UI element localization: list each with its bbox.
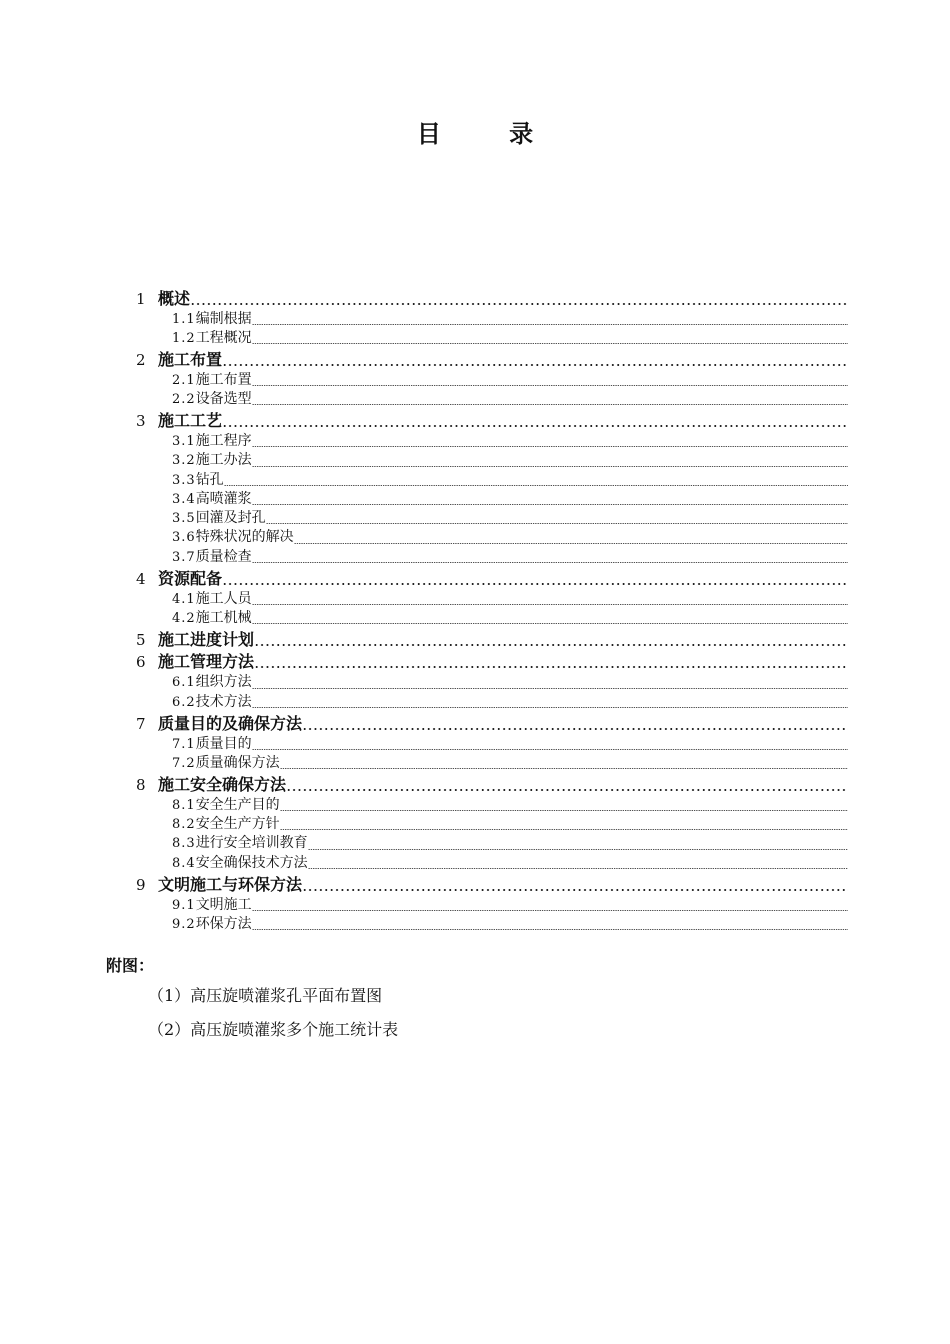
toc-subsection-entry[interactable] bbox=[0, 471, 950, 490]
toc-dot-leader bbox=[308, 834, 848, 853]
toc-subsection-title: 组织方法 bbox=[195, 674, 252, 691]
toc-section-number: 6 bbox=[136, 653, 146, 672]
toc-subsection-number: 3.1 bbox=[172, 433, 196, 449]
toc-subsection-title: 施工布置 bbox=[195, 371, 252, 388]
toc-section-title: 施工布置 bbox=[158, 349, 223, 369]
toc-subsection-entry[interactable] bbox=[0, 528, 950, 547]
toc-section-number: 7 bbox=[136, 714, 146, 733]
toc-section-number: 5 bbox=[136, 630, 146, 649]
toc-subsection-entry[interactable] bbox=[0, 796, 950, 815]
page-title: 目 录 bbox=[416, 119, 564, 148]
toc-subsection-number: 9.2 bbox=[172, 916, 196, 932]
toc-section-title: 施工工艺 bbox=[158, 410, 223, 430]
toc-subsection-entry[interactable] bbox=[0, 915, 950, 934]
toc-subsection-entry[interactable] bbox=[0, 754, 950, 773]
toc-subsection-entry[interactable] bbox=[0, 371, 950, 390]
toc-dot-leader bbox=[252, 371, 848, 390]
toc-section-number: 4 bbox=[136, 569, 146, 588]
toc-subsection-entry[interactable] bbox=[0, 834, 950, 853]
toc-subsection-entry[interactable] bbox=[0, 432, 950, 451]
toc-subsection-entry[interactable] bbox=[0, 390, 950, 409]
toc-subsection-entry[interactable] bbox=[0, 490, 950, 509]
toc-subsection-title: 设备选型 bbox=[195, 391, 252, 408]
toc-section-entry[interactable] bbox=[0, 288, 950, 310]
toc-dot-leader bbox=[280, 796, 848, 815]
toc-dot-leader bbox=[252, 490, 848, 509]
toc-subsection-entry[interactable] bbox=[0, 815, 950, 834]
toc-dot-leader bbox=[222, 410, 848, 432]
toc-subsection-title: 特殊状况的解决 bbox=[195, 529, 294, 546]
toc-subsection-entry[interactable] bbox=[0, 509, 950, 528]
toc-dot-leader bbox=[252, 432, 848, 451]
toc-section-number: 3 bbox=[136, 411, 146, 430]
toc-dot-leader bbox=[266, 509, 848, 528]
toc-subsection-entry[interactable] bbox=[0, 451, 950, 470]
toc-dot-leader bbox=[252, 451, 848, 470]
toc-subsection-title: 技术方法 bbox=[195, 693, 252, 710]
toc-dot-leader bbox=[254, 651, 848, 673]
toc-dot-leader bbox=[294, 528, 848, 547]
toc-subsection-number: 6.1 bbox=[172, 675, 196, 691]
toc-subsection-entry[interactable] bbox=[0, 548, 950, 567]
toc-dot-leader bbox=[308, 854, 848, 873]
toc-subsection-title: 环保方法 bbox=[195, 915, 252, 932]
appendix-item: （1）高压旋喷灌浆孔平面布置图 bbox=[148, 986, 383, 1005]
toc-dot-leader bbox=[252, 310, 848, 329]
toc-subsection-title: 施工程序 bbox=[195, 432, 252, 449]
toc-subsection-number: 3.5 bbox=[172, 511, 196, 527]
toc-subsection-number: 7.1 bbox=[172, 736, 196, 752]
toc-dot-leader bbox=[252, 735, 848, 754]
toc-subsection-entry[interactable] bbox=[0, 590, 950, 609]
toc-dot-leader bbox=[302, 713, 848, 735]
appendix-title: 附图： bbox=[106, 956, 155, 975]
toc-subsection-entry[interactable] bbox=[0, 896, 950, 915]
toc-section-title: 施工管理方法 bbox=[158, 652, 255, 672]
toc-section-title: 施工进度计划 bbox=[158, 629, 255, 649]
toc-subsection-number: 8.2 bbox=[172, 817, 196, 833]
toc-dot-leader bbox=[252, 390, 848, 409]
toc-subsection-number: 4.1 bbox=[172, 591, 196, 607]
toc-subsection-entry[interactable] bbox=[0, 693, 950, 712]
toc-section-entry[interactable] bbox=[0, 713, 950, 735]
toc-subsection-title: 施工办法 bbox=[195, 452, 252, 469]
toc-subsection-title: 安全生产目的 bbox=[195, 796, 280, 813]
toc-subsection-number: 3.3 bbox=[172, 472, 196, 488]
toc-section-entry[interactable] bbox=[0, 774, 950, 796]
toc-dot-leader bbox=[252, 609, 848, 628]
toc-subsection-title: 安全确保技术方法 bbox=[195, 854, 308, 871]
toc-dot-leader bbox=[252, 590, 848, 609]
toc-subsection-number: 2.1 bbox=[172, 372, 196, 388]
toc-subsection-entry[interactable] bbox=[0, 609, 950, 628]
toc-dot-leader bbox=[252, 693, 848, 712]
toc-section-entry[interactable] bbox=[0, 874, 950, 896]
toc-subsection-number: 3.2 bbox=[172, 453, 196, 469]
toc-subsection-title: 文明施工 bbox=[195, 896, 252, 913]
toc-subsection-number: 4.2 bbox=[172, 610, 196, 626]
toc-subsection-number: 3.4 bbox=[172, 491, 196, 507]
toc-subsection-number: 8.1 bbox=[172, 797, 196, 813]
toc-subsection-number: 6.2 bbox=[172, 694, 196, 710]
toc-subsection-title: 质量确保方法 bbox=[195, 754, 280, 771]
toc-dot-leader bbox=[252, 915, 848, 934]
toc-dot-leader bbox=[252, 329, 848, 348]
toc-subsection-title: 回灌及封孔 bbox=[195, 510, 266, 527]
toc-dot-leader bbox=[254, 629, 848, 651]
toc-dot-leader bbox=[286, 774, 848, 796]
toc-subsection-entry[interactable] bbox=[0, 673, 950, 692]
appendix-section bbox=[0, 953, 950, 1047]
toc-dot-leader bbox=[280, 754, 848, 773]
toc-section-number: 8 bbox=[136, 775, 146, 794]
toc-section-number: 1 bbox=[136, 289, 146, 308]
toc-subsection-title: 施工人员 bbox=[195, 590, 252, 607]
toc-section-title: 质量目的及确保方法 bbox=[158, 713, 303, 733]
toc-section-title: 文明施工与环保方法 bbox=[158, 874, 303, 894]
toc-dot-leader bbox=[222, 568, 848, 590]
toc-dot-leader bbox=[280, 815, 848, 834]
toc-dot-leader bbox=[252, 896, 848, 915]
toc-section-entry[interactable] bbox=[0, 651, 950, 673]
toc-section-title: 概述 bbox=[158, 288, 191, 308]
toc-section-title: 资源配备 bbox=[158, 568, 223, 588]
toc-subsection-title: 进行安全培训教育 bbox=[195, 835, 308, 852]
toc-subsection-title: 高喷灌浆 bbox=[195, 490, 252, 507]
toc-dot-leader bbox=[224, 471, 848, 490]
toc-section-entry[interactable] bbox=[0, 629, 950, 651]
toc-subsection-number: 8.3 bbox=[172, 836, 196, 852]
appendix-item: （2）高压旋喷灌浆多个施工统计表 bbox=[148, 1020, 399, 1039]
toc-section-number: 9 bbox=[136, 875, 146, 894]
toc-subsection-title: 工程概况 bbox=[195, 329, 252, 346]
toc-subsection-title: 质量检查 bbox=[195, 548, 252, 565]
toc-dot-leader bbox=[190, 288, 848, 310]
toc-section-number: 2 bbox=[136, 350, 146, 369]
toc-subsection-number: 9.1 bbox=[172, 897, 196, 913]
toc-section-entry[interactable] bbox=[0, 410, 950, 432]
toc-dot-leader bbox=[302, 874, 848, 896]
toc-dot-leader bbox=[222, 349, 848, 371]
toc-subsection-number: 3.7 bbox=[172, 549, 196, 565]
toc-subsection-title: 施工机械 bbox=[195, 609, 252, 626]
toc-dot-leader bbox=[252, 673, 848, 692]
toc-subsection-entry[interactable] bbox=[0, 735, 950, 754]
toc-subsection-number: 2.2 bbox=[172, 392, 196, 408]
toc-subsection-title: 质量目的 bbox=[195, 735, 252, 752]
toc-subsection-number: 1.2 bbox=[172, 330, 196, 346]
toc-subsection-title: 安全生产方针 bbox=[195, 816, 280, 833]
toc-section-entry[interactable] bbox=[0, 349, 950, 371]
toc-subsection-number: 8.4 bbox=[172, 855, 196, 871]
toc-subsection-entry[interactable] bbox=[0, 329, 950, 348]
table-of-contents bbox=[0, 287, 950, 934]
toc-section-title: 施工安全确保方法 bbox=[158, 774, 287, 794]
toc-dot-leader bbox=[252, 548, 848, 567]
toc-subsection-number: 7.2 bbox=[172, 755, 196, 771]
toc-subsection-entry[interactable] bbox=[0, 854, 950, 873]
toc-section-entry[interactable] bbox=[0, 568, 950, 590]
toc-subsection-title: 钻孔 bbox=[195, 471, 224, 488]
toc-subsection-entry[interactable] bbox=[0, 310, 950, 329]
toc-subsection-number: 3.6 bbox=[172, 530, 196, 546]
toc-subsection-number: 1.1 bbox=[172, 311, 196, 327]
toc-subsection-title: 编制根据 bbox=[195, 310, 252, 327]
